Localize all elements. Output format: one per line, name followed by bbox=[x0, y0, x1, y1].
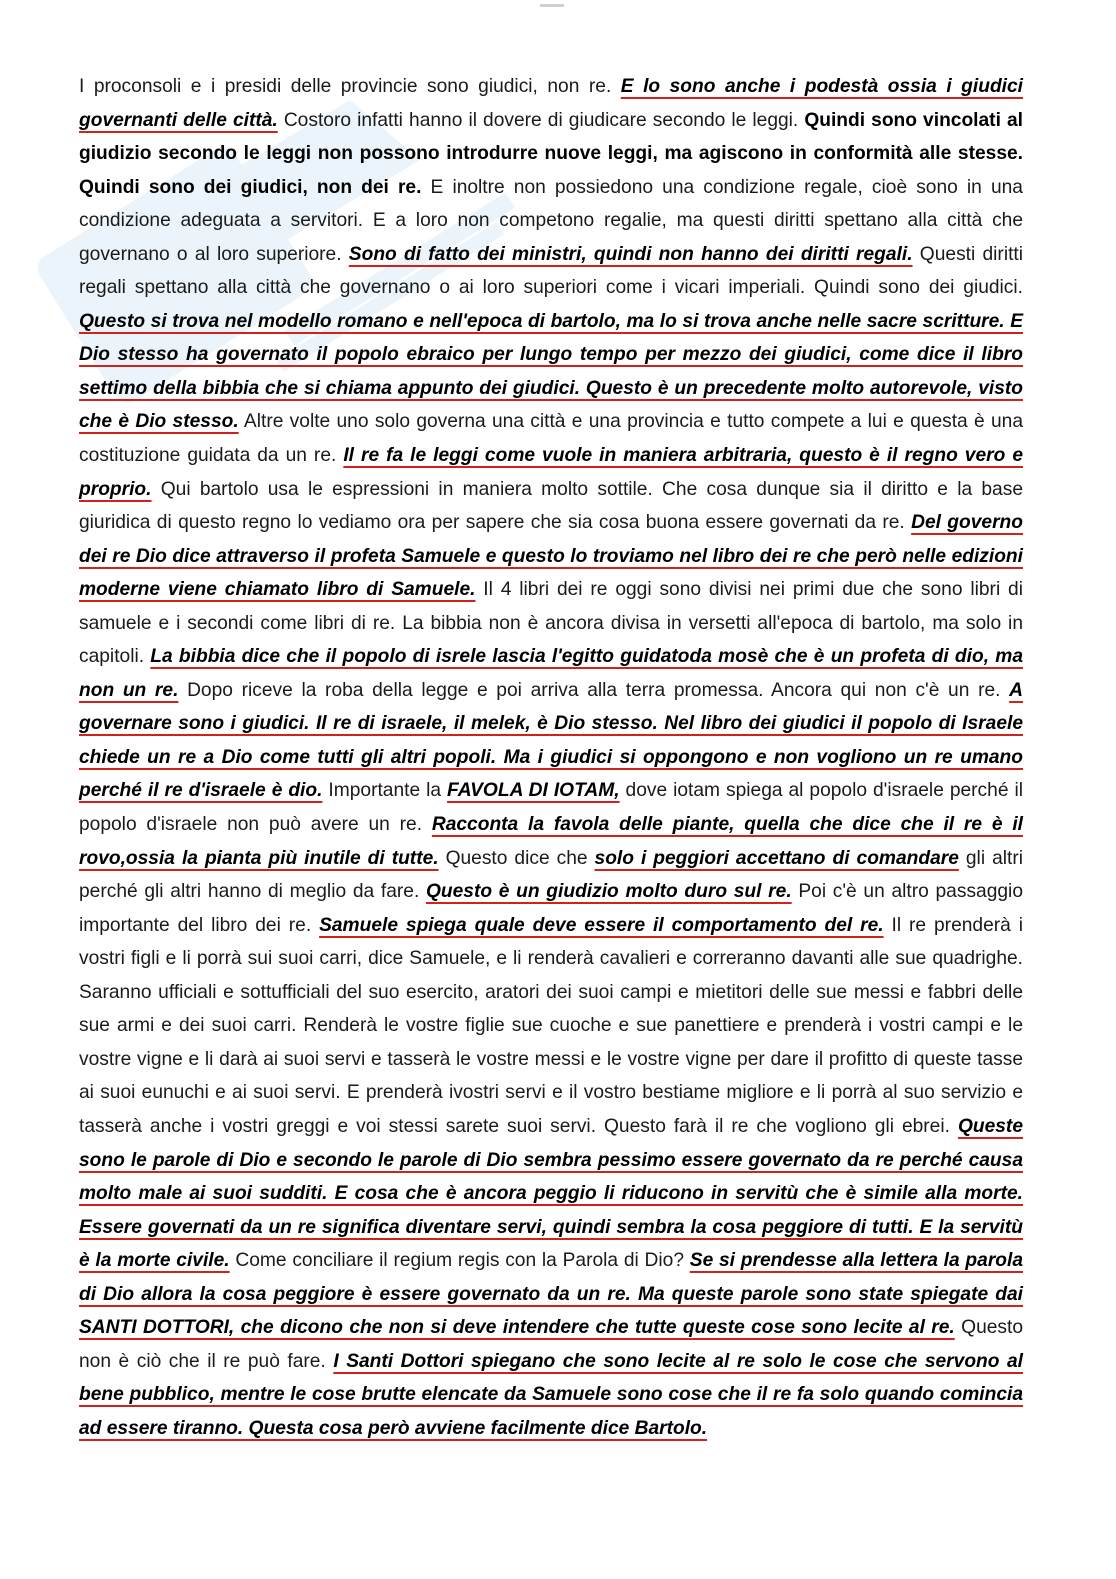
highlighted-text: Se si prendesse alla lettera la parola di Dio allora la cosa peggiore è essere governato da un re. Ma queste parole sono state spiegate dai SANTI DOTTORI, che dicono che non si deve intendere che tutte queste cose sono lecite al re. bbox=[79, 1250, 1024, 1339]
highlighted-text: Questo è un giudizio molto duro sul re. bbox=[425, 881, 792, 903]
body-text: E inoltre non possiedono una condizione regale, cioè sono in una condizione adeguata a servitori. E a loro non competono regalie, ma questi diritti spettano alla città che governano o al loro superiore. bbox=[79, 176, 1023, 265]
highlighted-text: solo i peggiori accettano di comandare bbox=[594, 847, 959, 869]
highlighted-text: Queste sono le parole di Dio e secondo le parole di Dio sembra pessimo essere governato da re perché causa molto male ai suoi sudditi. E cosa che è ancora peggio li riducono in servitù che è simile alla morte. Essere governati da un re significa diventare servi, quindi sembra la cosa peggiore di tutti. E la servitù è la morte civile. bbox=[79, 1115, 1023, 1272]
body-text: I proconsoli e i presidi delle provincie sono giudici, non re. bbox=[79, 76, 621, 97]
highlighted-text: I Santi Dottori spiegano che sono lecite al re solo le cose che servono al bene pubblico, mentre le cose brutte elencate da Samuele sono cose che il re fa solo quando comincia ad essere tiranno. Questa cosa però avviene facilmente dice Bartolo. bbox=[79, 1350, 1023, 1439]
highlighted-text: La bibbia dice che il popolo di isrele lascia l'egitto guidatoda mosè che è un profeta di dio, ma non un re. bbox=[79, 646, 1023, 701]
highlighted-text: Racconta la favola delle piante, quella che dice che il re è il rovo,ossia la pianta più inutile di tutte. bbox=[79, 814, 1023, 869]
paragraph bbox=[79, 70, 1023, 1445]
body-text: Qui bartolo usa le espressioni in maniera molto sottile. Che cosa dunque sia il diritto e la base giuridica di questo regno lo vediamo ora per sapere che sia cosa buona essere governati da re. bbox=[79, 478, 1023, 534]
highlighted-text: Il re fa le leggi come vuole in maniera arbitraria, questo è il regno vero e proprio. bbox=[79, 445, 1023, 500]
highlighted-text: Del governo dei re Dio dice attraverso il profeta Samuele e questo lo troviamo nel libro dei re che però nelle edizioni moderne viene chiamato libro di Samuele. bbox=[79, 512, 1023, 601]
highlighted-text: FAVOLA DI IOTAM, bbox=[447, 780, 620, 802]
body-text: Il 4 libri dei re oggi sono divisi nei primi due che sono libri di samuele e i secondi come libri di re. La bibbia non è ancora divisa in versetti all'epoca di bartolo, ma solo in capitoli. bbox=[79, 579, 1023, 668]
body-text: Questo non è ciò che il re può fare. bbox=[79, 1317, 1024, 1372]
body-text: Costoro infatti hanno il dovere di giudicare secondo le leggi. bbox=[277, 109, 805, 131]
page-header-mark bbox=[540, 4, 564, 7]
highlighted-text: E lo sono anche i podestà ossia i giudici governanti delle città. bbox=[79, 76, 1024, 131]
body-text: gli altri perché gli altri hanno di meglio da fare. bbox=[79, 847, 1023, 903]
highlighted-text: Sono di fatto dei ministri, quindi non hanno dei diritti regali. bbox=[348, 243, 913, 265]
body-text: Altre volte uno solo governa una città e una provincia e tutto compete a lui e questa è una costituzione guidata da un re. bbox=[79, 411, 1024, 467]
body-text: Importante la bbox=[322, 780, 448, 802]
highlighted-text: A governare sono i giudici. Il re di israele, il melek, è Dio stesso. Nel libro dei giudici il popolo di Israele chiede un re a Dio come tutti gli altri popoli. Ma i giudici si oppongono e non vogliono un re umano perché il re d'israele è dio. bbox=[79, 679, 1023, 802]
body-text: Il re prenderà i vostri figli e li porrà sui suoi carri, dice Samuele, e li renderà cavalieri e correranno davanti alle sue quadrighe. Saranno ufficiali e sottufficiali del suo esercito, aratori dei suoi campi e mietitori delle sue messi e fabbri delle sue armi e dei suoi carri. Renderà le vostre figlie sue cuoche e sue panettiere e prenderà i vostri campi e le vostre vigne e li darà ai suoi servi e tasserà le vostre messi e le vostre vigne per dare il profitto di queste tasse ai suoi eunuchi e ai suoi servi. E prenderà ivostri servi e il vostro bestiame migliore e li porrà al suo servizio e tasserà anche i vostri greggi e voi stessi sarete suoi servi. Questo farà il re che vogliono gli ebrei. bbox=[79, 914, 1023, 1137]
body-text: Questo dice che bbox=[438, 847, 595, 869]
body-text: Poi c'è un altro passaggio importante del libro dei re. bbox=[79, 881, 1023, 936]
bold-text: Quindi sono vincolati al giudizio secondo le leggi non possono introdurre nuove leggi, ma agiscono in conformità alle stesse. Quindi sono dei giudici, non dei re. bbox=[79, 109, 1023, 198]
document-body bbox=[79, 70, 1023, 1445]
body-text: dove iotam spiega al popolo d'israele perché il popolo d'israele non può avere un re. bbox=[79, 780, 1023, 836]
body-text: Questi diritti regali spettano alla città che governano o ai loro superiori come i vicari imperiali. Quindi sono dei giudici. bbox=[79, 243, 1024, 299]
body-text: Dopo riceve la roba della legge e poi arriva alla terra promessa. Ancora qui non c'è un re. bbox=[178, 679, 1010, 701]
body-text: Come conciliare il regium regis con la Parola di Dio? bbox=[229, 1250, 690, 1272]
highlighted-text: Samuele spiega quale deve essere il comportamento del re. bbox=[319, 914, 884, 936]
highlighted-text: Questo si trova nel modello romano e nell'epoca di bartolo, ma lo si trova anche nelle sacre scritture. E Dio stesso ha governato il popolo ebraico per lungo tempo per mezzo dei giudici, come dice il libro settimo della bibbia che si chiama appunto dei giudici. Questo è un precedente molto autorevole, visto che è Dio stesso. bbox=[79, 310, 1023, 433]
